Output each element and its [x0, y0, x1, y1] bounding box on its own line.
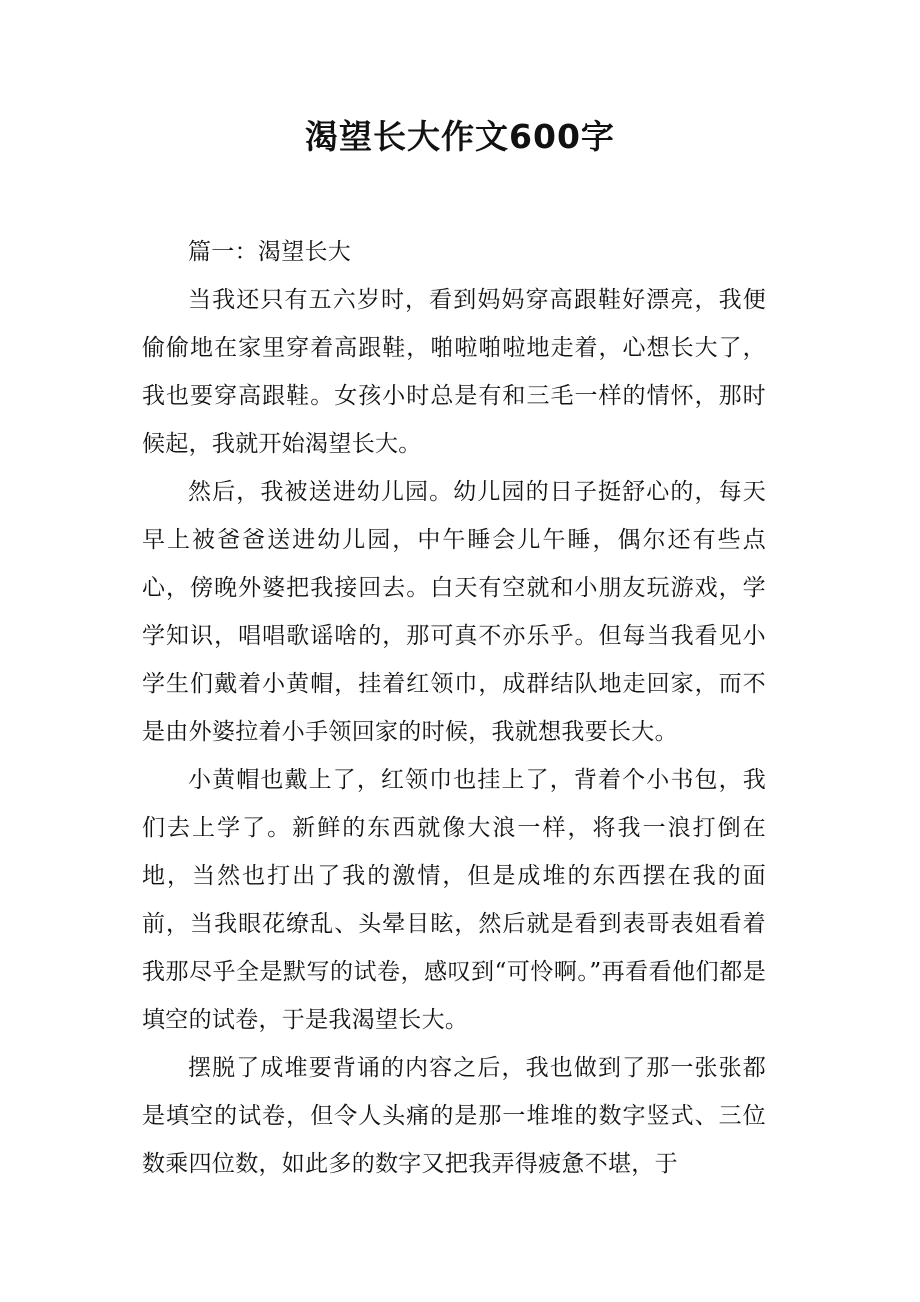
document-body	[142, 228, 766, 1188]
document-title: 渴望长大作文600字	[305, 117, 615, 156]
paragraph: 小黄帽也戴上了，红领巾也挂上了，背着个小书包，我们去上学了。新鲜的东西就像大浪一样，将我一浪打倒在地，当然也打出了我的激情，但是成堆的东西摆在我的面前，当我眼花缭乱、头晕目眩，然后就是看到表哥表姐看着我那尽乎全是默写的试卷，感叹到“可怜啊。”再看看他们都是填空的试卷，于是我渴望长大。	[142, 767, 766, 1033]
paragraph: 当我还只有五六岁时，看到妈妈穿高跟鞋好漂亮，我便偷偷地在家里穿着高跟鞋，啪啦啪啦地走着，心想长大了，我也要穿高跟鞋。女孩小时总是有和三毛一样的情怀，那时候起，我就开始渴望长大。	[142, 287, 766, 457]
section-heading: 篇一：渴望长大	[188, 239, 352, 265]
paragraph: 摆脱了成堆要背诵的内容之后，我也做到了那一张张都是填空的试卷，但令人头痛的是那一堆堆的数字竖式、三位数乘四位数，如此多的数字又把我弄得疲惫不堪，于	[142, 1055, 766, 1177]
paragraph: 然后，我被送进幼儿园。幼儿园的日子挺舒心的，每天早上被爸爸送进幼儿园，中午睡会儿午睡，偶尔还有些点心，傍晚外婆把我接回去。白天有空就和小朋友玩游戏，学学知识，唱唱歌谣啥的，那可真不亦乐乎。但每当我看见小学生们戴着小黄帽，挂着红领巾，成群结队地走回家，而不是由外婆拉着小手领回家的时候，我就想我要长大。	[142, 479, 766, 745]
